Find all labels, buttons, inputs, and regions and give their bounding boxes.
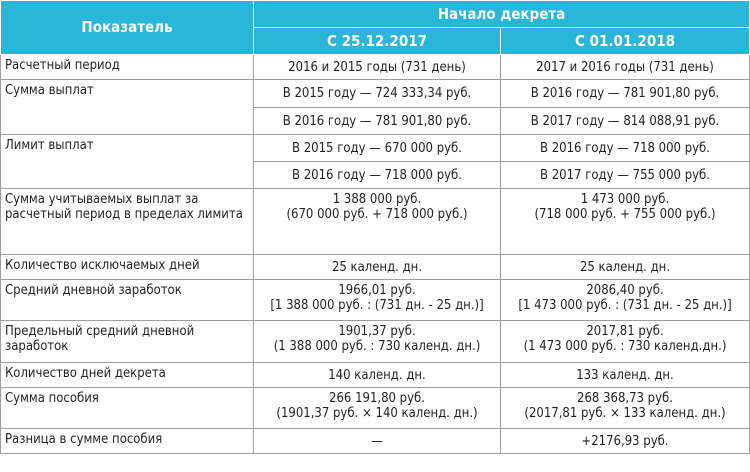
cell-formula: [1 388 000 руб. : (731 дн. - 25 дн.)] — [270, 298, 484, 313]
row-label: Количество исключаемых дней — [1, 255, 254, 280]
cell-formula: [1 473 000 руб. : (731 дн. - 25 дн.)] — [518, 298, 732, 313]
cell-2017: 25 календ. дн. — [254, 255, 501, 280]
table-row — [1, 135, 750, 162]
cell-value: 266 191,80 руб. — [329, 391, 425, 406]
table-row — [1, 255, 750, 280]
cell-formula: (670 000 руб. + 718 000 руб.) — [286, 207, 468, 222]
cell-value: 1966,01 руб. — [338, 283, 416, 298]
cell-2018: 25 календ. дн. — [501, 255, 750, 280]
row-label: Разница в сумме пособия — [1, 429, 254, 454]
cell-2017: 2016 и 2015 годы (731 день) — [254, 55, 501, 80]
cell-2018 — [501, 189, 750, 255]
cell-value: 268 368,73 руб. — [577, 391, 673, 406]
table-row — [1, 280, 750, 321]
cell-2018 — [501, 280, 750, 321]
cell-2018 — [501, 388, 750, 429]
row-label: Сумма учитываемых выплат за расчетный период в пределах лимита — [1, 189, 254, 255]
cell-2018 — [501, 321, 750, 363]
header-indicator: Показатель — [1, 1, 254, 55]
table-row — [1, 189, 750, 255]
cell-value: 2017,81 руб. — [586, 324, 664, 339]
row-label: Предельный средний дневной заработок — [1, 321, 254, 363]
cell-2017 — [254, 388, 501, 429]
cell-2017: В 2015 году — 724 333,34 руб. — [254, 80, 501, 108]
cell-2017 — [254, 280, 501, 321]
table-row — [1, 321, 750, 363]
header-maternity-start: Начало декрета — [254, 1, 750, 28]
cell-2018: +2176,93 руб. — [501, 429, 750, 454]
cell-formula: (1 473 000 руб. : 730 календ.дн.) — [523, 339, 727, 354]
cell-value: 1 388 000 руб. — [332, 192, 422, 207]
cell-2018: 133 календ. дн. — [501, 363, 750, 388]
row-label: Средний дневной заработок — [1, 280, 254, 321]
cell-value: 1901,37 руб. — [338, 324, 416, 339]
cell-2017: 140 календ. дн. — [254, 363, 501, 388]
cell-2017: В 2016 году — 718 000 руб. — [254, 162, 501, 189]
header-from-2018: С 01.01.2018 — [501, 28, 750, 55]
cell-value: 2086,40 руб. — [586, 283, 664, 298]
cell-2018: 2017 и 2016 годы (731 день) — [501, 55, 750, 80]
cell-formula: (718 000 руб. + 755 000 руб.) — [534, 207, 716, 222]
cell-2017: В 2016 году — 781 901,80 руб. — [254, 108, 501, 135]
cell-2017: В 2015 году — 670 000 руб. — [254, 135, 501, 162]
table-row — [1, 429, 750, 454]
row-label: Сумма выплат — [1, 80, 254, 135]
table-row — [1, 80, 750, 108]
row-label: Расчетный период — [1, 55, 254, 80]
row-label: Сумма пособия — [1, 388, 254, 429]
cell-2018: В 2017 году — 755 000 руб. — [501, 162, 750, 189]
cell-2017 — [254, 321, 501, 363]
cell-2017: — — [254, 429, 501, 454]
cell-formula: (2017,81 руб. × 133 календ. дн.) — [524, 406, 726, 421]
table-row — [1, 55, 750, 80]
row-label: Количество дней декрета — [1, 363, 254, 388]
cell-2018: В 2016 году — 781 901,80 руб. — [501, 80, 750, 108]
row-label: Лимит выплат — [1, 135, 254, 189]
cell-value: 1 473 000 руб. — [580, 192, 670, 207]
table-row — [1, 363, 750, 388]
cell-2017 — [254, 189, 501, 255]
cell-formula: (1 388 000 руб. : 730 календ. дн.) — [273, 339, 481, 354]
cell-2018: В 2016 году — 718 000 руб. — [501, 135, 750, 162]
table-row — [1, 388, 750, 429]
header-from-2017: С 25.12.2017 — [254, 28, 501, 55]
cell-formula: (1901,37 руб. × 140 календ. дн.) — [276, 406, 478, 421]
cell-2018: В 2017 году — 814 088,91 руб. — [501, 108, 750, 135]
